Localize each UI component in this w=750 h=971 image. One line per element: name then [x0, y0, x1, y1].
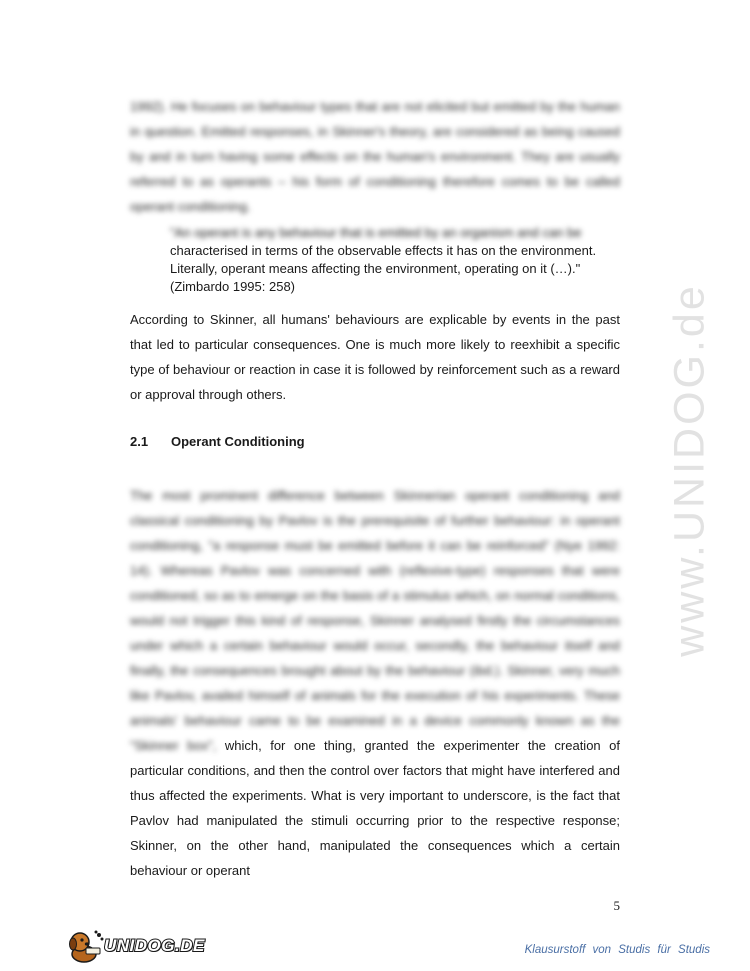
paragraph-low: [130, 483, 620, 883]
quote-line: Literally, operant means affecting the environment, operating on it (…).": [170, 261, 581, 276]
quote-line: characterised in terms of the observable effects it has on the environment.: [170, 243, 597, 258]
section-title: Operant Conditioning: [171, 434, 305, 449]
paragraph-low-blurred: The most prominent difference between Skinnerian operant conditioning and classical conditioning by Pavlov is the prerequisite of further behaviour: in operant conditioning, "a response must be emitted before it can be reinforced" (Nye 1992: 14). Whereas Pavlov was concerned with (reflexive-type) responses that were conditioned, so as to emerge on the basis of a stimulus which, on normal conditions, would not trigger this kind of response, Skinner analysed firstly the circumstances under which a certain behaviour would occur, secondly, the behaviour itself and finally, the consequences brought about by the behaviour (ibd.). Skinner, very much like Pavlov, availed himself of animals for the execution of his experiments. These animals' behaviour came to be examined in a device commonly known as the "Skinner box",: [130, 488, 620, 753]
paragraph-mid: According to Skinner, all humans' behaviours are explicable by events in the past that led to particular consequences. One is much more likely to reexhibit a specific type of behaviour or reaction in case it is followed by reinforcement such as a reward or approval through others.: [130, 312, 620, 402]
quote-citation: (Zimbardo 1995: 258): [170, 279, 296, 294]
page-number: 5: [613, 898, 620, 913]
footer-tagline: Klausurstoff von Studis für Studis: [524, 944, 710, 956]
section-number: 2.1: [130, 434, 149, 449]
quote-line-blurred: "An operant is any behaviour that is emitted by an organism and can be: [170, 225, 582, 240]
logo-text: UNIDOG.DE: [104, 936, 205, 955]
paragraph-top-blurred: 1992). He focuses on behaviour types that are not elicited but emitted by the human in question. Emitted responses, in Skinner's theory, are considered as being caused by and in turn having some effects on the human's environment. They are usually referred to as operants – his form of conditioning therefore comes to be called operant conditioning.: [130, 99, 620, 214]
block-quote: [170, 224, 622, 296]
section-heading: [130, 434, 305, 449]
watermark-text: www.UNIDOG.de: [665, 283, 714, 657]
dog-mascot-icon: [64, 928, 104, 964]
unidog-logo: [64, 928, 214, 964]
paragraph-low-visible: which, for one thing, granted the experimenter the creation of particular conditions, and then the control over factors that might have interfered and thus affected the experiments. What is very important to underscore, is the fact that Pavlov had manipulated the stimuli occurring prior to the respective response; Skinner, on the other hand, manipulated the consequences which a certain behaviour or operant: [130, 738, 620, 878]
